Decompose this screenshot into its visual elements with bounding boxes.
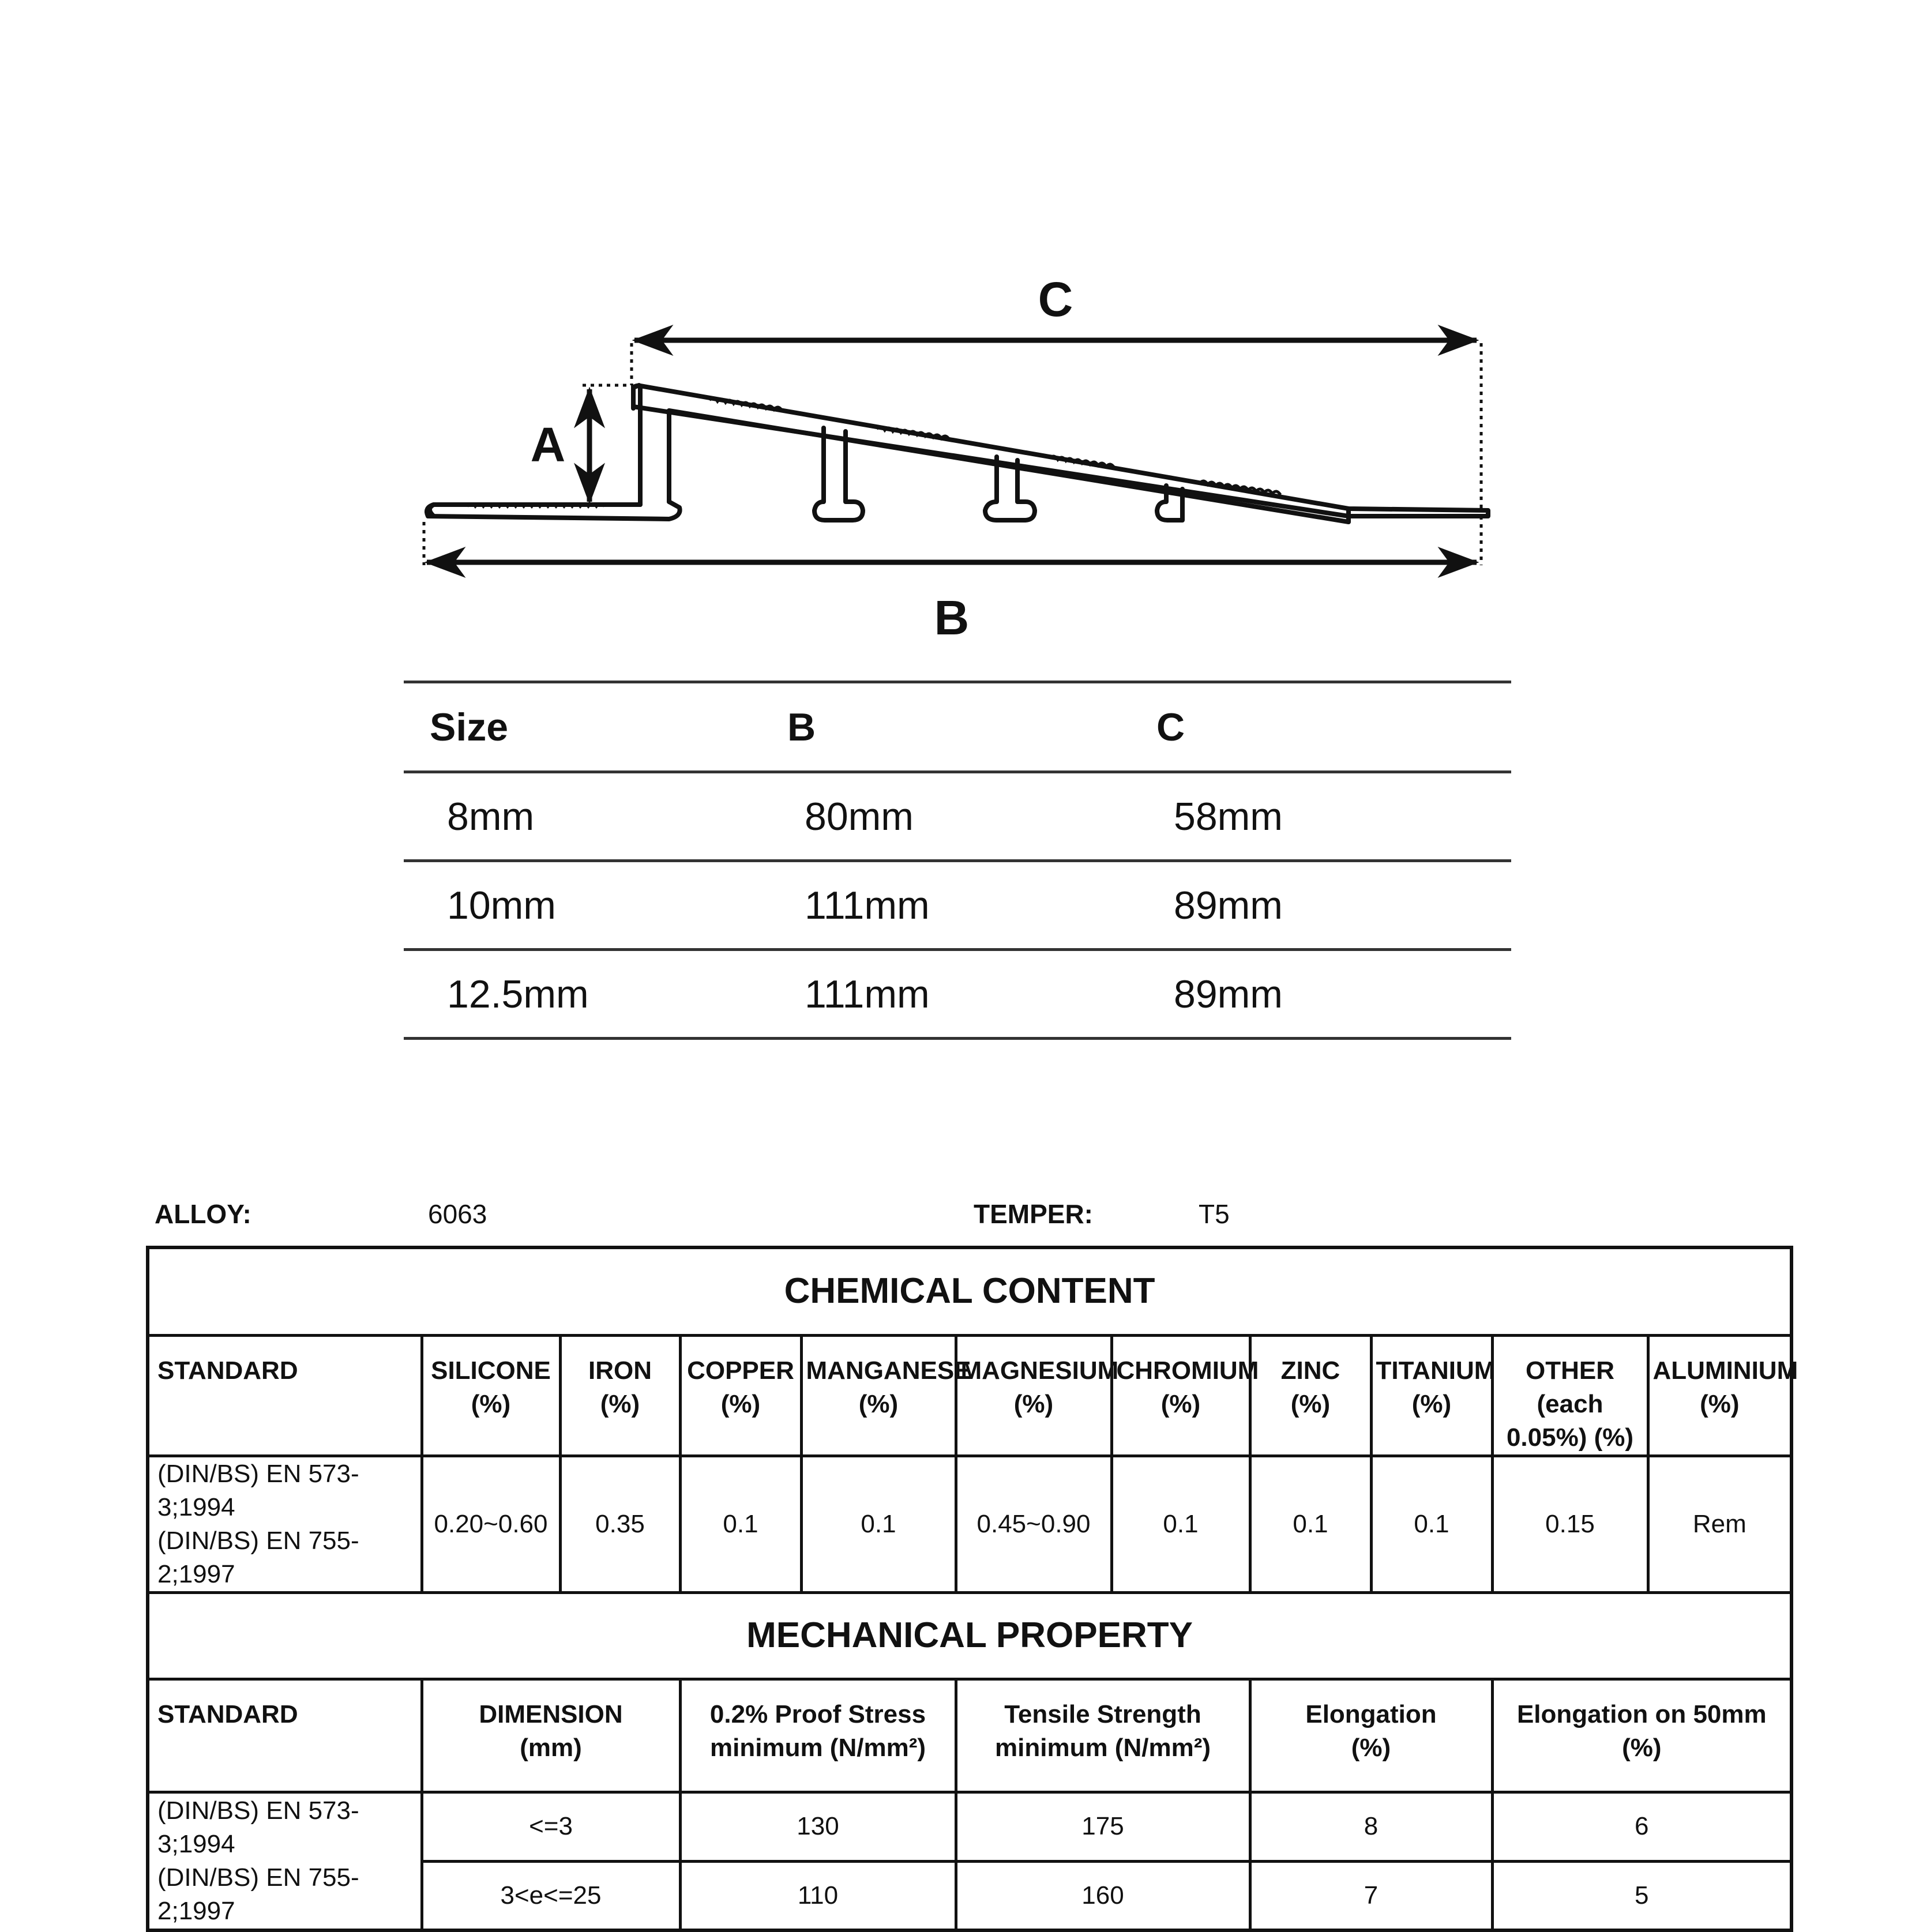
silicone-header: SILICONE (%)	[422, 1335, 560, 1456]
copper-value: 0.1	[680, 1456, 801, 1592]
alloy-label: ALLOY:	[155, 1199, 251, 1229]
iron-header: IRON (%)	[560, 1335, 680, 1456]
chemical-values-row	[148, 1456, 1791, 1592]
b-cell: 80mm	[805, 794, 914, 839]
mechanical-standard-header: STANDARD	[148, 1679, 422, 1792]
size-table-header-row	[404, 682, 1511, 772]
temper-label: TEMPER:	[974, 1199, 1093, 1229]
magnesium-header: MAGNESIUM (%)	[956, 1335, 1111, 1456]
other-value: 0.15	[1492, 1456, 1648, 1592]
proof-stress-value: 130	[680, 1792, 956, 1861]
temper-value: T5	[1199, 1199, 1230, 1229]
elongation-50mm-header: Elongation on 50mm (%)	[1492, 1679, 1791, 1792]
mechanical-title-row	[148, 1592, 1791, 1679]
iron-value: 0.35	[560, 1456, 680, 1592]
chromium-header: CHROMIUM (%)	[1111, 1335, 1250, 1456]
profile-diagram	[0, 0, 1923, 663]
table-row	[404, 861, 1511, 950]
elongation-50mm-value: 6	[1492, 1792, 1791, 1861]
mechanical-header-row	[148, 1679, 1791, 1792]
size-cell: 10mm	[447, 883, 556, 927]
silicone-value: 0.20~0.60	[422, 1456, 560, 1592]
other-header: OTHER (each 0.05%) (%)	[1492, 1335, 1648, 1456]
dimension-c-label: C	[1038, 272, 1073, 326]
elongation-value: 8	[1250, 1792, 1492, 1861]
table-row	[404, 950, 1511, 1039]
alloy-value: 6063	[428, 1199, 487, 1229]
c-cell: 58mm	[1174, 794, 1283, 839]
dimension-b-label: B	[934, 591, 970, 645]
proof-stress-value: 110	[680, 1861, 956, 1930]
elongation-value: 7	[1250, 1861, 1492, 1930]
dimension-header: DIMENSION (mm)	[422, 1679, 680, 1792]
c-cell: 89mm	[1174, 883, 1283, 927]
chemical-title-row	[148, 1247, 1791, 1335]
proof-stress-header: 0.2% Proof Stress minimum (N/mm²)	[680, 1679, 956, 1792]
aluminium-value: Rem	[1648, 1456, 1791, 1592]
manganese-value: 0.1	[801, 1456, 956, 1592]
tensile-strength-header: Tensile Strength minimum (N/mm²)	[956, 1679, 1250, 1792]
dimension-a-label: A	[530, 418, 566, 472]
size-header: Size	[430, 705, 509, 749]
titanium-header: TITANIUM (%)	[1371, 1335, 1492, 1456]
mechanical-property-title: MECHANICAL PROPERTY	[148, 1592, 1791, 1679]
chemical-header-row	[148, 1335, 1791, 1456]
size-cell: 12.5mm	[447, 972, 589, 1016]
c-cell: 89mm	[1174, 972, 1283, 1016]
magnesium-value: 0.45~0.90	[956, 1456, 1111, 1592]
b-cell: 111mm	[805, 883, 930, 927]
copper-header: COPPER (%)	[680, 1335, 801, 1456]
mechanical-standard-cell: (DIN/BS) EN 573-3;1994 (DIN/BS) EN 755-2;1997	[148, 1792, 422, 1930]
chromium-value: 0.1	[1111, 1456, 1250, 1592]
zinc-header: ZINC (%)	[1250, 1335, 1371, 1456]
chemical-standard-header: STANDARD	[148, 1335, 422, 1456]
tensile-strength-value: 175	[956, 1792, 1250, 1861]
size-table	[404, 681, 1511, 1040]
tensile-strength-value: 160	[956, 1861, 1250, 1930]
dimension-value: 3<e<=25	[422, 1861, 680, 1930]
chemical-content-title: CHEMICAL CONTENT	[148, 1247, 1791, 1335]
dimension-value: <=3	[422, 1792, 680, 1861]
ramp-profile	[427, 385, 1488, 522]
size-cell: 8mm	[447, 794, 535, 839]
table-row	[404, 772, 1511, 861]
chemical-standard-cell: (DIN/BS) EN 573-3;1994 (DIN/BS) EN 755-2;1997	[148, 1456, 422, 1592]
table-row	[148, 1792, 1791, 1861]
manganese-header: MANGANESE (%)	[801, 1335, 956, 1456]
elongation-header: Elongation (%)	[1250, 1679, 1492, 1792]
b-header: B	[787, 705, 816, 749]
aluminium-header: ALUMINIUM (%)	[1648, 1335, 1791, 1456]
c-header: C	[1156, 705, 1185, 749]
zinc-value: 0.1	[1250, 1456, 1371, 1592]
spec-table	[146, 1246, 1798, 1932]
elongation-50mm-value: 5	[1492, 1861, 1791, 1930]
b-cell: 111mm	[805, 972, 930, 1016]
titanium-value: 0.1	[1371, 1456, 1492, 1592]
